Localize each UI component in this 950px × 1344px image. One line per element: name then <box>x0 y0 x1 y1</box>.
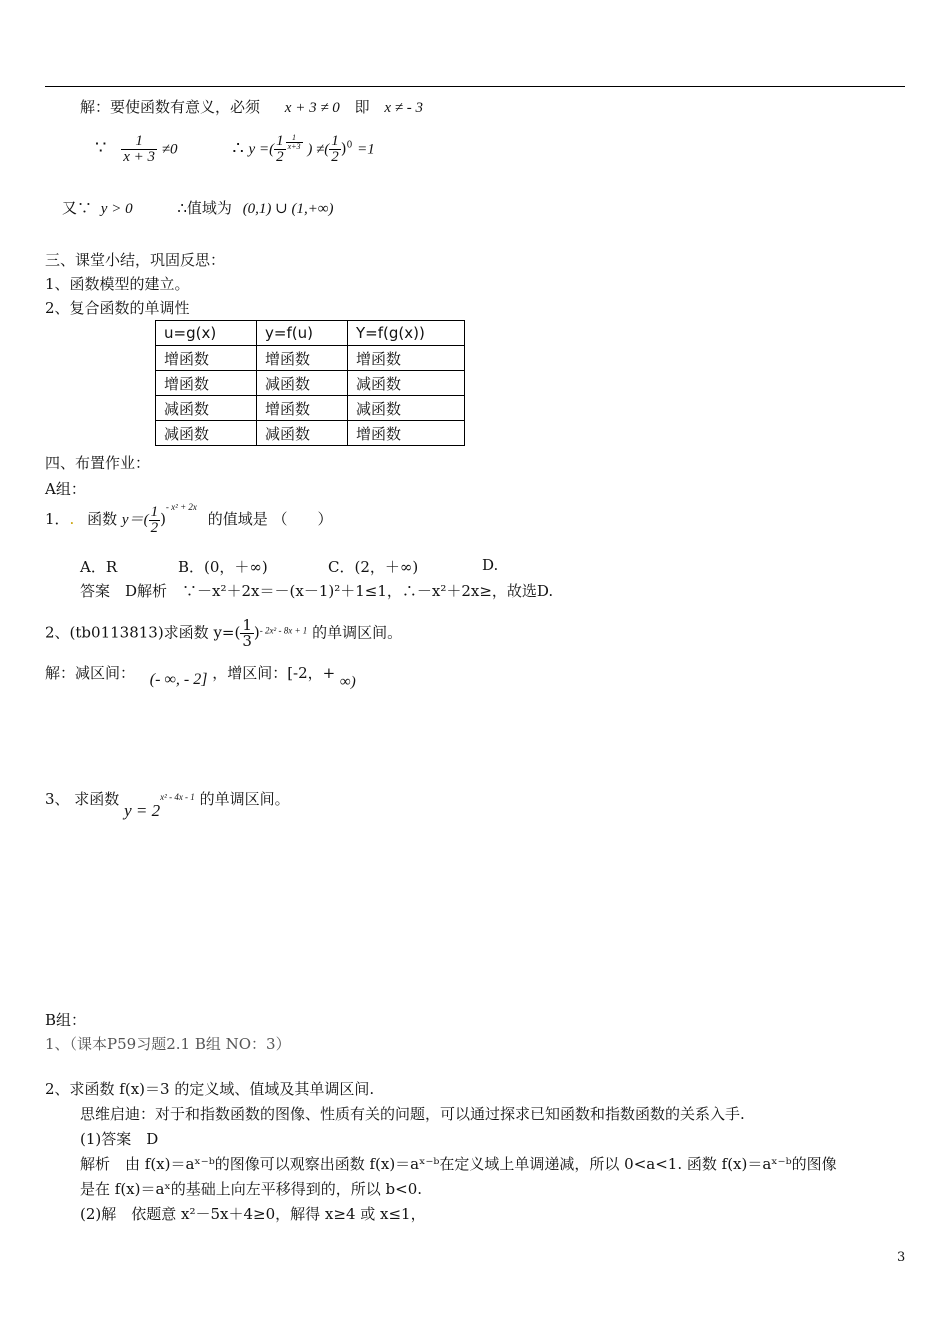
zero-exponent: 0 <box>346 140 353 151</box>
equals-one: =1 <box>357 141 375 158</box>
table-cell: 减函数 <box>257 371 348 396</box>
hint-text: 思维启迪：对于和指数函数的图像、性质有关的问题，可以通过探求已知函数和指数函数的关系入手. <box>80 1105 745 1123</box>
table-cell: 减函数 <box>156 421 257 446</box>
question-a3 <box>45 788 290 821</box>
option-d: D. <box>482 556 499 574</box>
table-cell: 增函数 <box>257 346 348 371</box>
ji-text: 即 <box>354 98 370 116</box>
question-a2-suffix: 的单调区间。 <box>312 623 403 642</box>
section-3-title: 三、课堂小结，巩固反思： <box>45 251 226 269</box>
solution-label: 解：减区间： <box>45 664 136 682</box>
question-a3-suffix: 的单调区间。 <box>199 790 290 808</box>
table-row <box>156 396 465 421</box>
fraction-1-over-x3: $\frac{1}{x + 3}$ <box>123 133 156 165</box>
y-positive: y > 0 <box>100 201 133 217</box>
table-header-cell: u=g(x) <box>156 321 257 346</box>
table-cell: 增函数 <box>257 396 348 421</box>
question-a1-number: 1． <box>45 510 70 528</box>
table-row <box>156 346 465 371</box>
table-row <box>156 421 465 446</box>
option-a: A．R <box>80 558 118 576</box>
decreasing-interval: (- ∞, - 2] <box>149 671 208 688</box>
table-cell: 减函数 <box>156 396 257 421</box>
table-cell: 减函数 <box>348 371 465 396</box>
condition-1: x + 3 ≠ 0 <box>284 100 340 116</box>
question-a1-y: y＝( <box>121 512 149 528</box>
half-fraction: $\frac{1}{2}$ <box>276 133 284 165</box>
table-cell: 增函数 <box>156 346 257 371</box>
header-rule <box>45 86 905 87</box>
therefore-symbol: ∴ <box>232 137 244 159</box>
question-a1-options <box>80 556 499 577</box>
infinity-text: ∞) <box>340 674 356 690</box>
question-a2-solution <box>45 662 356 691</box>
question-a2-exponent: - 2x² - 8x + 1 <box>259 625 308 636</box>
question-a1-func: 函数 <box>87 510 118 528</box>
question-a2: 2、(tb0113813)求函数 y=( $\frac{1}{3}$ )$^{- 2x^2 - 8x + 1}$ 的单调区间。 <box>45 616 403 650</box>
question-a2-prefix: 2、(tb0113813)求函数 y=( <box>45 623 241 642</box>
table-cell: 减函数 <box>348 396 465 421</box>
solution-line-1 <box>80 96 423 117</box>
again-because: 又∵ <box>62 199 93 217</box>
question-a1-half: $\frac{1}{2}$ <box>150 503 159 536</box>
question-a3-prefix: 3、 求函数 <box>45 790 120 808</box>
question-a1-suffix: 的值域是 （ ） <box>207 510 333 528</box>
table-cell: 增函数 <box>348 421 465 446</box>
question-a1-answer: 答案 D解析 ∵－x²＋2x＝－(x－1)²＋1≤1，∴－x²＋2x≥，故选D. <box>80 582 554 600</box>
table-cell: 增函数 <box>156 371 257 396</box>
group-b-question-1: 1、（课本P59习题2.1 B组 NO：3） <box>45 1035 291 1053</box>
group-a-title: A组： <box>45 480 86 498</box>
solution-line-3 <box>62 197 334 218</box>
analysis-line-2: 是在 f(x)＝aˣ的基础上向左平移得到的，所以 b<0. <box>80 1180 423 1198</box>
section-4-title: 四、布置作业： <box>45 454 151 472</box>
page-number: 3 <box>897 1250 906 1265</box>
y-equals: y =( <box>248 141 275 158</box>
table-header-cell: Y=f(g(x)) <box>348 321 465 346</box>
table-cell: 增函数 <box>348 346 465 371</box>
option-b: B．(0，＋∞) <box>178 558 268 576</box>
exp-fraction: $\frac{1}{x+3}$ <box>287 133 301 151</box>
neq-text: ) ≠( <box>307 141 330 158</box>
table-cell: 减函数 <box>257 421 348 446</box>
solution-intro: 解：要使函数有意义，必须 <box>80 98 261 116</box>
question-a1: 1．. 函数 y＝( $\frac{1}{2}$ )$^{- x^2 + 2x}$ 的值域是 （ ） <box>45 502 333 536</box>
because-symbol: ∵ <box>95 137 107 159</box>
table-row <box>156 371 465 396</box>
group-b-title: B组： <box>45 1011 87 1029</box>
section-3-item-2: 2、复合函数的单调性 <box>45 299 190 317</box>
question-a3-exponent: x² - 4x - 1 <box>160 792 195 802</box>
monotonicity-table <box>155 320 465 446</box>
table-header-row <box>156 321 465 346</box>
table-header-cell: y=f(u) <box>257 321 348 346</box>
analysis-line-1: 解析 由 f(x)＝aˣ⁻ᵇ的图像可以观察出函数 f(x)＝aˣ⁻ᵇ在定义域上单调递减，所以 0<a<1. 函数 f(x)＝aˣ⁻ᵇ的图像 <box>80 1155 837 1173</box>
section-3-item-1: 1、函数模型的建立。 <box>45 275 190 293</box>
option-c: C．(2，＋∞) <box>328 558 419 576</box>
range-value: (0,1) ∪ (1,+∞) <box>242 201 334 217</box>
question-a1-exponent: - x² + 2x <box>165 502 197 512</box>
increasing-label: ，增区间：[-2，+ <box>212 664 336 682</box>
range-label: ∴值域为 <box>177 199 232 217</box>
half-fraction-2: $\frac{1}{2}$ <box>331 133 339 165</box>
condition-2: x ≠ - 3 <box>384 100 424 116</box>
neq-zero: ≠0 <box>161 141 178 158</box>
group-b-question-2: 2、求函数 f(x)＝3 的定义域、值域及其单调区间. <box>45 1080 375 1098</box>
answer-2: (2)解 依题意 x²－5x＋4≥0，解得 x≥4 或 x≤1， <box>80 1205 426 1223</box>
question-a2-third: $\frac{1}{3}$ <box>242 616 252 650</box>
answer-1: (1)答案 D <box>80 1130 159 1148</box>
solution-line-2: ∵ $\frac{1}{x + 3}$ ≠0 ∴ y =( $\frac{1}{2}$ $\frac{1}{x+3}$ ) ≠( $\frac{1}{2}$ )$^0$ =1 <box>95 133 375 165</box>
question-a3-func: y = 2 <box>124 801 161 820</box>
